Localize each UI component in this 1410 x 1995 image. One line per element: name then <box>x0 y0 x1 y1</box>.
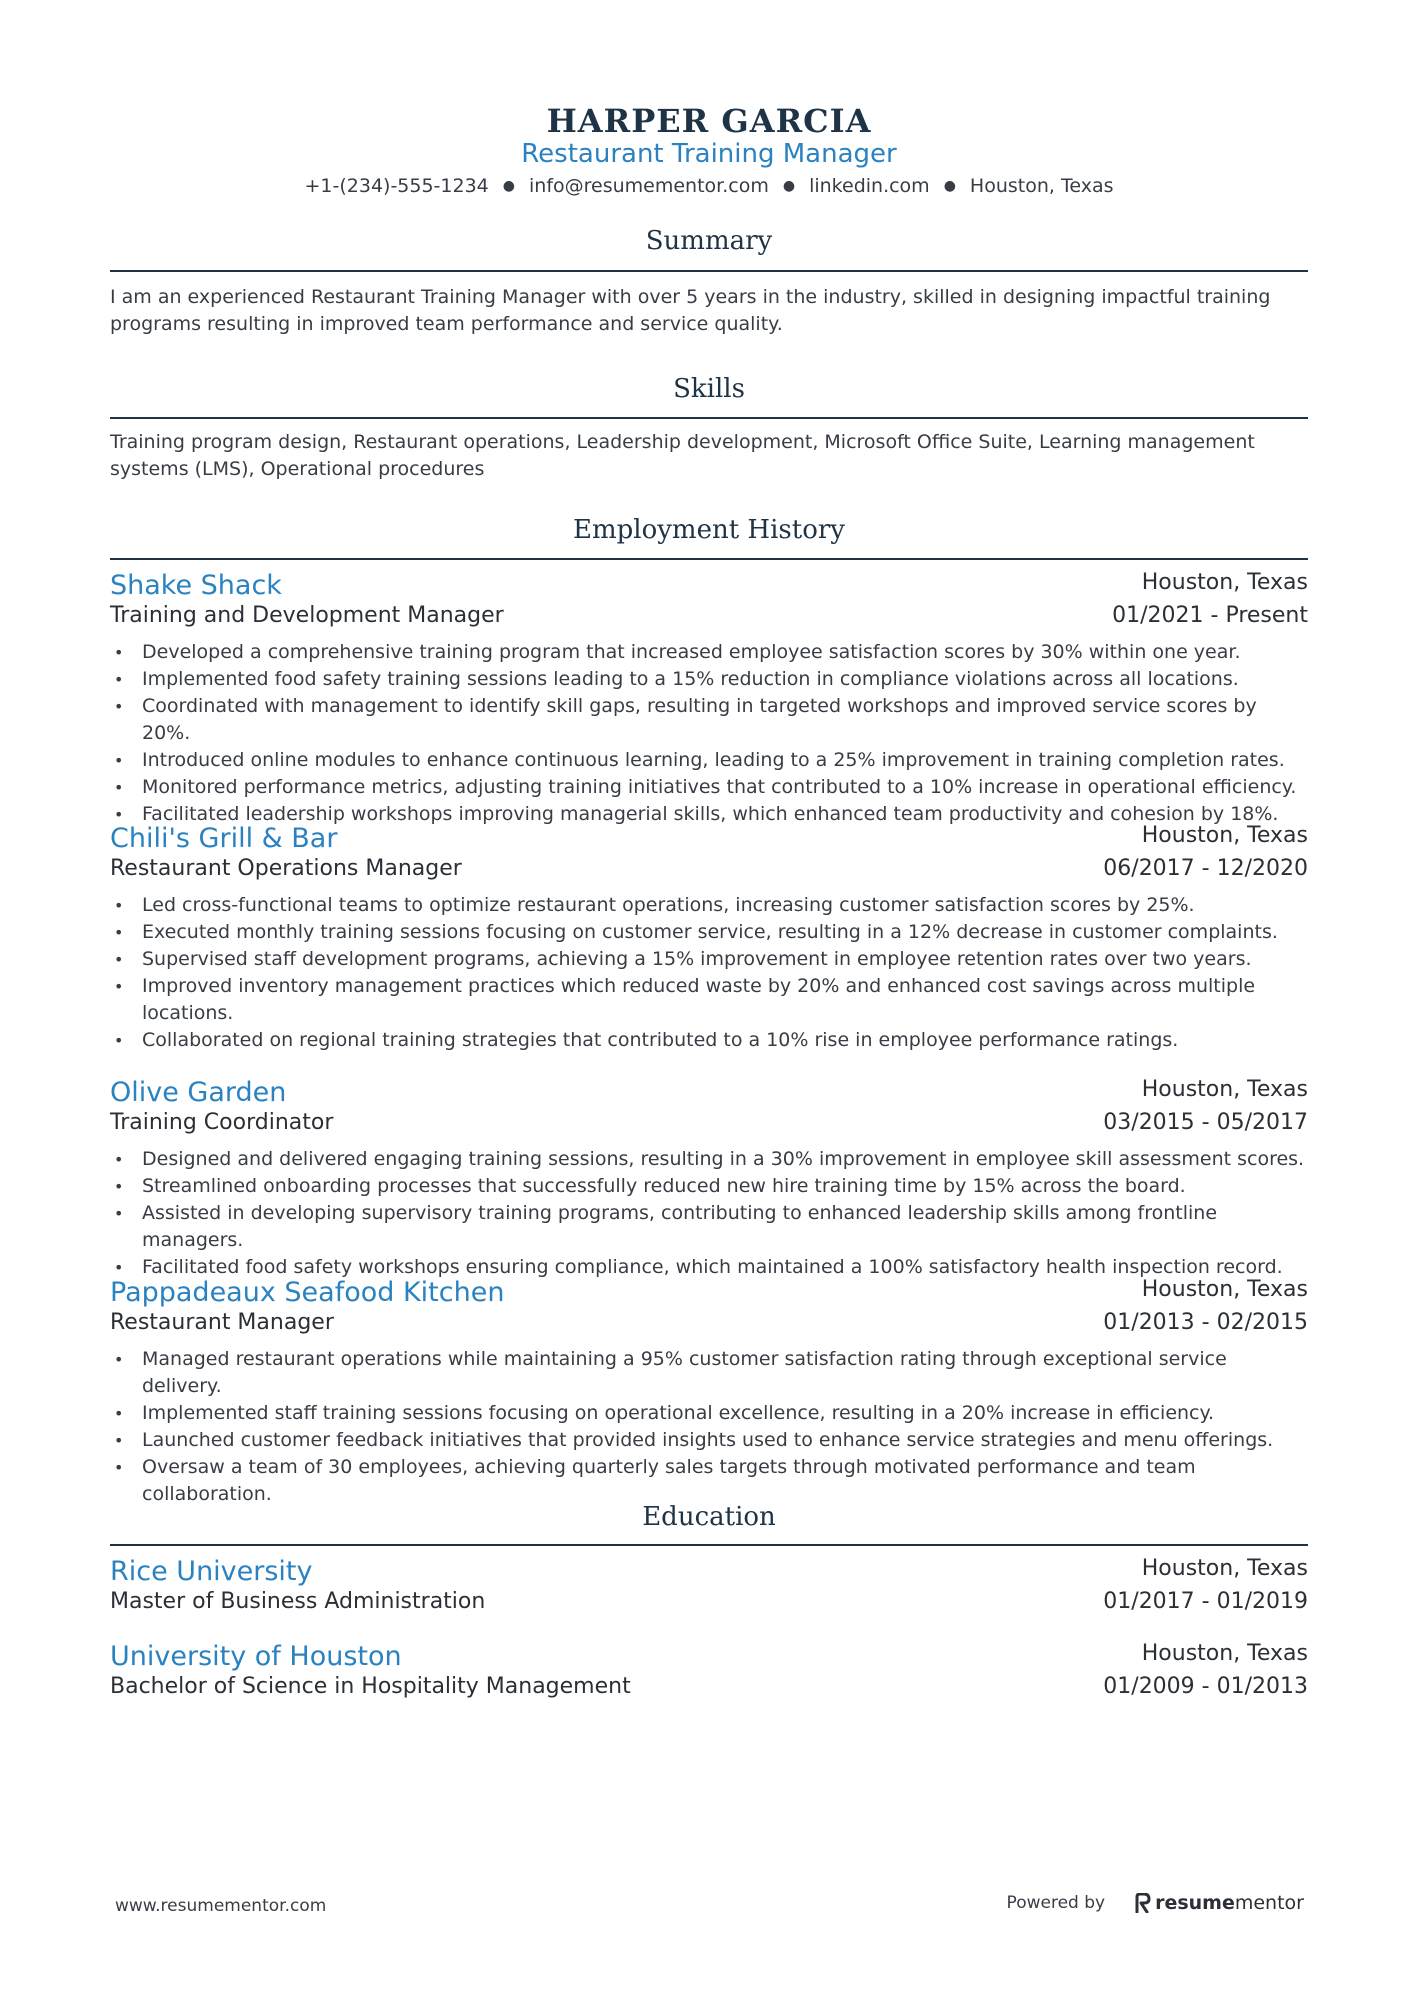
skills-divider <box>110 417 1308 419</box>
degree: Bachelor of Science in Hospitality Management <box>110 1674 631 1699</box>
bullet-item: • Streamlined onboarding processes that successfully reduced new hire training time by 15% across the board. <box>110 1173 1308 1200</box>
job-location: Houston, Texas <box>1141 1277 1308 1302</box>
job-bullets <box>110 639 1308 828</box>
email-link[interactable]: info@resumementor.com <box>529 175 769 197</box>
degree: Master of Business Administration <box>110 1589 486 1614</box>
separator-dot: ● <box>943 178 956 194</box>
company-name: Chili's Grill & Bar <box>110 823 338 854</box>
job-location: Houston, Texas <box>1141 1077 1308 1102</box>
candidate-name: HARPER GARCIA <box>546 102 872 140</box>
bullet-item: • Led cross-functional teams to optimize restaurant operations, increasing customer satisfaction scores by 25%. <box>110 892 1308 919</box>
employment-divider <box>110 558 1308 560</box>
powered-by-label: Powered by <box>1006 1893 1106 1913</box>
bullet-item: • Facilitated food safety workshops ensuring compliance, which maintained a 100% satisfactory health inspection record. <box>110 1254 1308 1281</box>
education-dates: 01/2017 - 01/2019 <box>1103 1589 1308 1614</box>
skills-text: Training program design, Restaurant operations, Leadership development, Microsoft Office Suite, Learning management systems (LMS), Operational procedures <box>110 431 1255 480</box>
job-entry <box>110 823 1308 1054</box>
bullet-item: • Implemented staff training sessions focusing on operational excellence, resulting in a 20% increase in efficiency. <box>110 1400 1308 1427</box>
school-location: Houston, Texas <box>1141 1641 1308 1666</box>
bullet-item: • Coordinated with management to identify skill gaps, resulting in targeted workshops and improved service scores by 20%. <box>110 693 1308 747</box>
company-name: Olive Garden <box>110 1077 287 1108</box>
job-role: Restaurant Manager <box>110 1310 334 1335</box>
footer-website-link[interactable]: www.resumementor.com <box>115 1896 327 1916</box>
job-bullets <box>110 1146 1308 1281</box>
company-name: Pappadeaux Seafood Kitchen <box>110 1277 505 1308</box>
linkedin-link[interactable]: linkedin.com <box>809 175 930 197</box>
summary-text: I am an experienced Restaurant Training Manager with over 5 years in the industry, skilled in designing impactful training programs resulting in improved team performance and service quality. <box>110 286 1271 335</box>
bullet-item: • Implemented food safety training sessions leading to a 15% reduction in compliance violations across all locations. <box>110 666 1308 693</box>
bullet-item: • Improved inventory management practices which reduced waste by 20% and enhanced cost savings across multiple locations. <box>110 973 1308 1027</box>
skills-heading: Skills <box>673 374 745 404</box>
bullet-item: • Oversaw a team of 30 employees, achieving quarterly sales targets through motivated performance and team collaboration. <box>110 1454 1308 1508</box>
job-dates: 03/2015 - 05/2017 <box>1103 1110 1308 1135</box>
bullet-item: • Collaborated on regional training strategies that contributed to a 10% rise in employee performance ratings. <box>110 1027 1308 1054</box>
logo-text-bold: resume <box>1155 1892 1235 1914</box>
employment-heading: Employment History <box>573 515 845 545</box>
job-role: Restaurant Operations Manager <box>110 856 462 881</box>
separator-dot: ● <box>502 178 515 194</box>
bullet-item: • Designed and delivered engaging training sessions, resulting in a 30% improvement in employee skill assessment scores. <box>110 1146 1308 1173</box>
footer-branding <box>1007 1892 1304 1914</box>
education-entry <box>110 1556 1308 1621</box>
bullet-item: • Developed a comprehensive training program that increased employee satisfaction scores by 30% within one year. <box>110 639 1308 666</box>
location: Houston, Texas <box>969 175 1114 197</box>
school-location: Houston, Texas <box>1141 1556 1308 1581</box>
contact-line <box>110 175 1308 197</box>
company-name: Shake Shack <box>110 570 282 601</box>
education-heading: Education <box>642 1502 776 1532</box>
candidate-title: Restaurant Training Manager <box>521 139 897 169</box>
job-bullets <box>110 1346 1308 1508</box>
bullet-item: • Managed restaurant operations while maintaining a 95% customer satisfaction rating through exceptional service delivery. <box>110 1346 1308 1400</box>
job-entry <box>110 1277 1308 1508</box>
summary-heading: Summary <box>645 226 773 256</box>
summary-divider <box>110 270 1308 272</box>
bullet-item: • Launched customer feedback initiatives that provided insights used to enhance service strategies and menu offerings. <box>110 1427 1308 1454</box>
job-location: Houston, Texas <box>1141 570 1308 595</box>
bullet-item: • Introduced online modules to enhance continuous learning, leading to a 25% improvement in training completion rates. <box>110 747 1308 774</box>
job-role: Training Coordinator <box>110 1110 334 1135</box>
school-name: Rice University <box>110 1556 313 1587</box>
job-bullets <box>110 892 1308 1054</box>
resumementor-logo-icon <box>1135 1893 1151 1913</box>
job-dates: 01/2013 - 02/2015 <box>1103 1310 1308 1335</box>
bullet-item: • Assisted in developing supervisory training programs, contributing to enhanced leadership skills among frontline managers. <box>110 1200 1308 1254</box>
bullet-item: • Monitored performance metrics, adjusting training initiatives that contributed to a 10% increase in operational efficiency. <box>110 774 1308 801</box>
job-dates: 06/2017 - 12/2020 <box>1103 856 1308 881</box>
resumementor-logo[interactable] <box>1135 1892 1304 1914</box>
job-entry <box>110 1077 1308 1281</box>
job-location: Houston, Texas <box>1141 823 1308 848</box>
education-divider <box>110 1544 1308 1546</box>
separator-dot: ● <box>782 178 796 194</box>
bullet-item: • Executed monthly training sessions focusing on customer service, resulting in a 12% decrease in customer complaints. <box>110 919 1308 946</box>
bullet-item: • Facilitated leadership workshops improving managerial skills, which enhanced team productivity and cohesion by 18%. <box>110 801 1308 828</box>
job-role: Training and Development Manager <box>110 603 504 628</box>
education-dates: 01/2009 - 01/2013 <box>1103 1674 1308 1699</box>
education-entry <box>110 1641 1308 1706</box>
school-name: University of Houston <box>110 1641 402 1672</box>
phone: +1-(234)-555-1234 <box>304 175 489 197</box>
job-entry <box>110 570 1308 828</box>
logo-text-light: mentor <box>1234 1892 1304 1914</box>
job-dates: 01/2021 - Present <box>1112 603 1308 628</box>
bullet-item: • Supervised staff development programs, achieving a 15% improvement in employee retention rates over two years. <box>110 946 1308 973</box>
